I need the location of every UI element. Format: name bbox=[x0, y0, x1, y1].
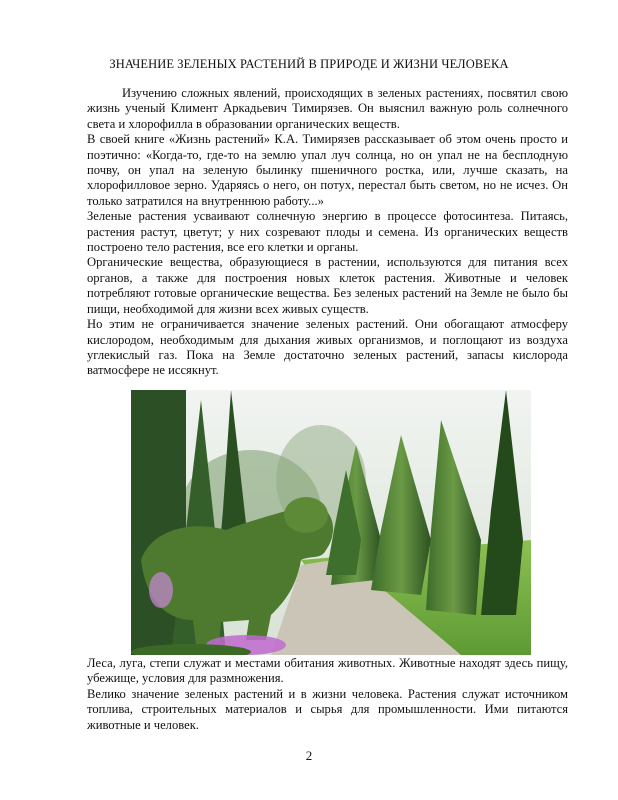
topiary-garden-photo bbox=[131, 390, 531, 655]
paragraph: Велико значение зеленых растений и в жизни человека. Растения служат источником топлива, строительных материалов и сырья для промышленности. Ими питаются животные и человек. bbox=[87, 686, 568, 732]
paragraph: Леса, луга, степи служат и местами обитания животных. Животные находят здесь пищу, убежище, условия для размножения. bbox=[87, 656, 568, 686]
body-text-top bbox=[87, 86, 568, 379]
garden-illustration bbox=[131, 390, 531, 655]
paragraph: Органические вещества, образующиеся в растении, используются для питания всех органов, а также для построения новых клеток растения. Животные и человек потребляют готовые органические вещества. Без зеленых растений на Земле не было бы пищи, необходимой для жизни всех живых существ. bbox=[87, 255, 568, 316]
paragraph: Изучению сложных явлений, происходящих в зеленых растениях, посвятил свою жизнь ученый Климент Аркадьевич Тимирязев. Он выяснил важную роль солнечного света и хлорофилла в образовании органических веществ. bbox=[87, 86, 568, 131]
body-text-bottom bbox=[87, 656, 568, 733]
paragraph: Зеленые растения усваивают солнечную энергию в процессе фотосинтеза. Питаясь, растения растут, цветут; у них созревают плоды и семена. Из органических веществ построено тело растения, все его клетки и органы. bbox=[87, 209, 568, 255]
paragraph: Но этим не ограничивается значение зеленых растений. Они обогащают атмосферу кислородом, необходимым для дыхания живых организмов, и поглощают из воздуха углекислый газ. Пока на Земле достаточно зеленых растений, запасы кислорода ватмосфере не иссякнут. bbox=[87, 317, 568, 378]
page-title: ЗНАЧЕНИЕ ЗЕЛЕНЫХ РАСТЕНИЙ В ПРИРОДЕ И ЖИЗНИ ЧЕЛОВЕКА bbox=[109, 57, 509, 71]
page-number: 2 bbox=[305, 748, 313, 763]
paragraph: В своей книге «Жизнь растений» К.А. Тимирязев рассказывает об этом очень просто и поэтично: «Когда-то, где-то на землю упал луч солнца, но он упал не на бесплодную почву, он упал на зеленую былинку пшеничного ростка, или, лучше сказать, на хлорофилловое зерно. Ударяясь о него, он потух, перестал быть светом, но не исчез. Он только затратился на внутреннюю работу...» bbox=[87, 132, 568, 208]
